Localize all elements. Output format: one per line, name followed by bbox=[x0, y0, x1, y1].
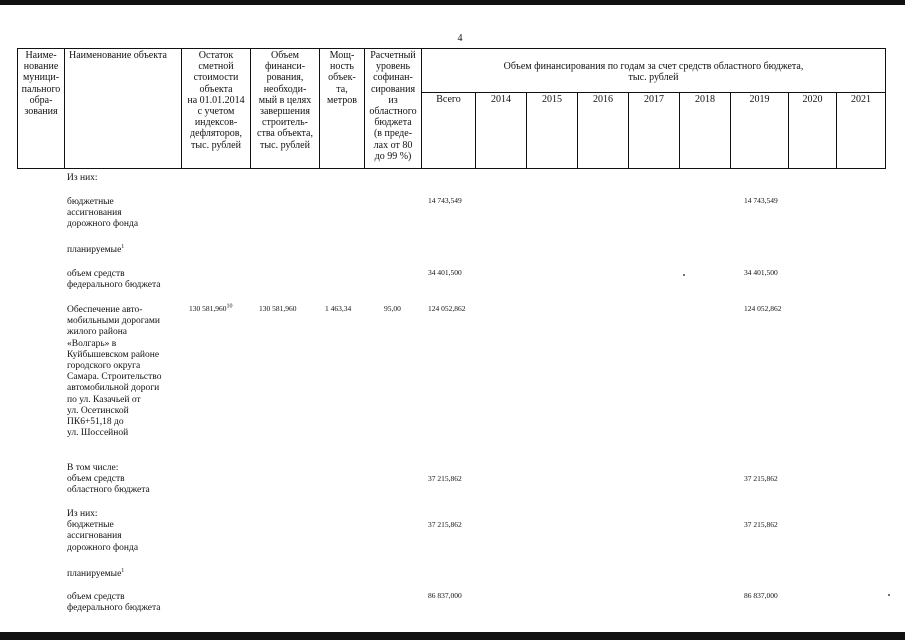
financing-table-header bbox=[17, 48, 886, 169]
row-2019-8: 86 837,000 bbox=[744, 591, 778, 600]
header-cofinancing-level: Расчетный уровень софинан- сирования из областного бюджета (в преде- лах от 80 до 99 %) bbox=[365, 49, 422, 169]
row-text-5: В том числе: объем средств областного бюджета bbox=[67, 463, 150, 496]
row-2019-5: 37 215,862 bbox=[744, 474, 778, 483]
row-text-2 bbox=[67, 245, 124, 256]
header-total: Всего bbox=[422, 93, 476, 169]
header-year-2020: 2020 bbox=[789, 93, 837, 169]
row-total-4: 124 052,862 bbox=[428, 304, 466, 313]
header-object-name: Наименование объекта bbox=[65, 49, 182, 169]
row-total-8: 86 837,000 bbox=[428, 591, 462, 600]
row-cofinancing-level-4: 95,00 bbox=[384, 304, 401, 313]
row-remaining-cost-4 bbox=[189, 304, 233, 314]
scan-speck bbox=[888, 594, 890, 596]
row-2019-3: 34 401,500 bbox=[744, 268, 778, 277]
row-total-5: 37 215,862 bbox=[428, 474, 462, 483]
row-total-3: 34 401,500 bbox=[428, 268, 462, 277]
row-text-0: Из них: bbox=[67, 173, 98, 183]
header-capacity: Мощ- ность объек- та, метров bbox=[320, 49, 365, 169]
footnote-mark: 1 bbox=[121, 567, 125, 574]
row-2019-6: 37 215,862 bbox=[744, 520, 778, 529]
row-text-1: бюджетные ассигнования дорожного фонда bbox=[67, 197, 139, 230]
page-number: 4 bbox=[457, 33, 463, 44]
row-text-8: объем средств федерального бюджета bbox=[67, 592, 161, 614]
row-text-2-label: планируемые bbox=[67, 245, 122, 255]
row-text-6: Из них: бюджетные ассигнования дорожного фонда bbox=[67, 509, 139, 553]
scan-speck bbox=[683, 274, 685, 276]
row-financing-volume-4: 130 581,960 bbox=[259, 304, 297, 313]
row-text-7 bbox=[67, 569, 124, 580]
footnote-mark: 1 bbox=[121, 243, 125, 250]
row-text-7-label: планируемые bbox=[67, 569, 122, 579]
footnote-mark: 10 bbox=[226, 303, 233, 310]
row-text-3: объем средств федерального бюджета bbox=[67, 269, 161, 291]
header-year-2014: 2014 bbox=[476, 93, 527, 169]
header-year-2017: 2017 bbox=[629, 93, 680, 169]
scan-edge-bottom bbox=[0, 632, 905, 640]
row-2019-4: 124 052,862 bbox=[744, 304, 782, 313]
header-year-2015: 2015 bbox=[527, 93, 578, 169]
header-year-2019: 2019 bbox=[731, 93, 789, 169]
header-financing-volume: Объем финанси- рования, необходи- мый в целях завершения строитель- ства объекта, тыс. рублей bbox=[251, 49, 320, 169]
row-capacity-4: 1 463,34 bbox=[325, 304, 352, 313]
row-2019-1: 14 743,549 bbox=[744, 196, 778, 205]
scan-edge-top bbox=[0, 0, 905, 5]
header-year-2016: 2016 bbox=[578, 93, 629, 169]
header-municipality: Наиме- нование муници- пального обра- зования bbox=[18, 49, 65, 169]
row-total-1: 14 743,549 bbox=[428, 196, 462, 205]
header-year-2021: 2021 bbox=[837, 93, 886, 169]
row-text-4: Обеспечение авто- мобильными дорогами жилого района «Волгарь» в Куйбышевском районе городского округа Самара. Строительство автомобильной дороги по ул. Казачьей от ул. Осетинской ПК6+51,18 до ул. Шоссейной bbox=[67, 305, 162, 439]
header-remaining-cost: Остаток сметной стоимости объекта на 01.01.2014 с учетом индексов- дефляторов, тыс. рублей bbox=[182, 49, 251, 169]
header-years-group: Объем финансирования по годам за счет средств областного бюджета, тыс. рублей bbox=[422, 49, 886, 93]
row-remaining-cost-4-value: 130 581,960 bbox=[189, 304, 227, 313]
row-total-6: 37 215,862 bbox=[428, 520, 462, 529]
header-year-2018: 2018 bbox=[680, 93, 731, 169]
